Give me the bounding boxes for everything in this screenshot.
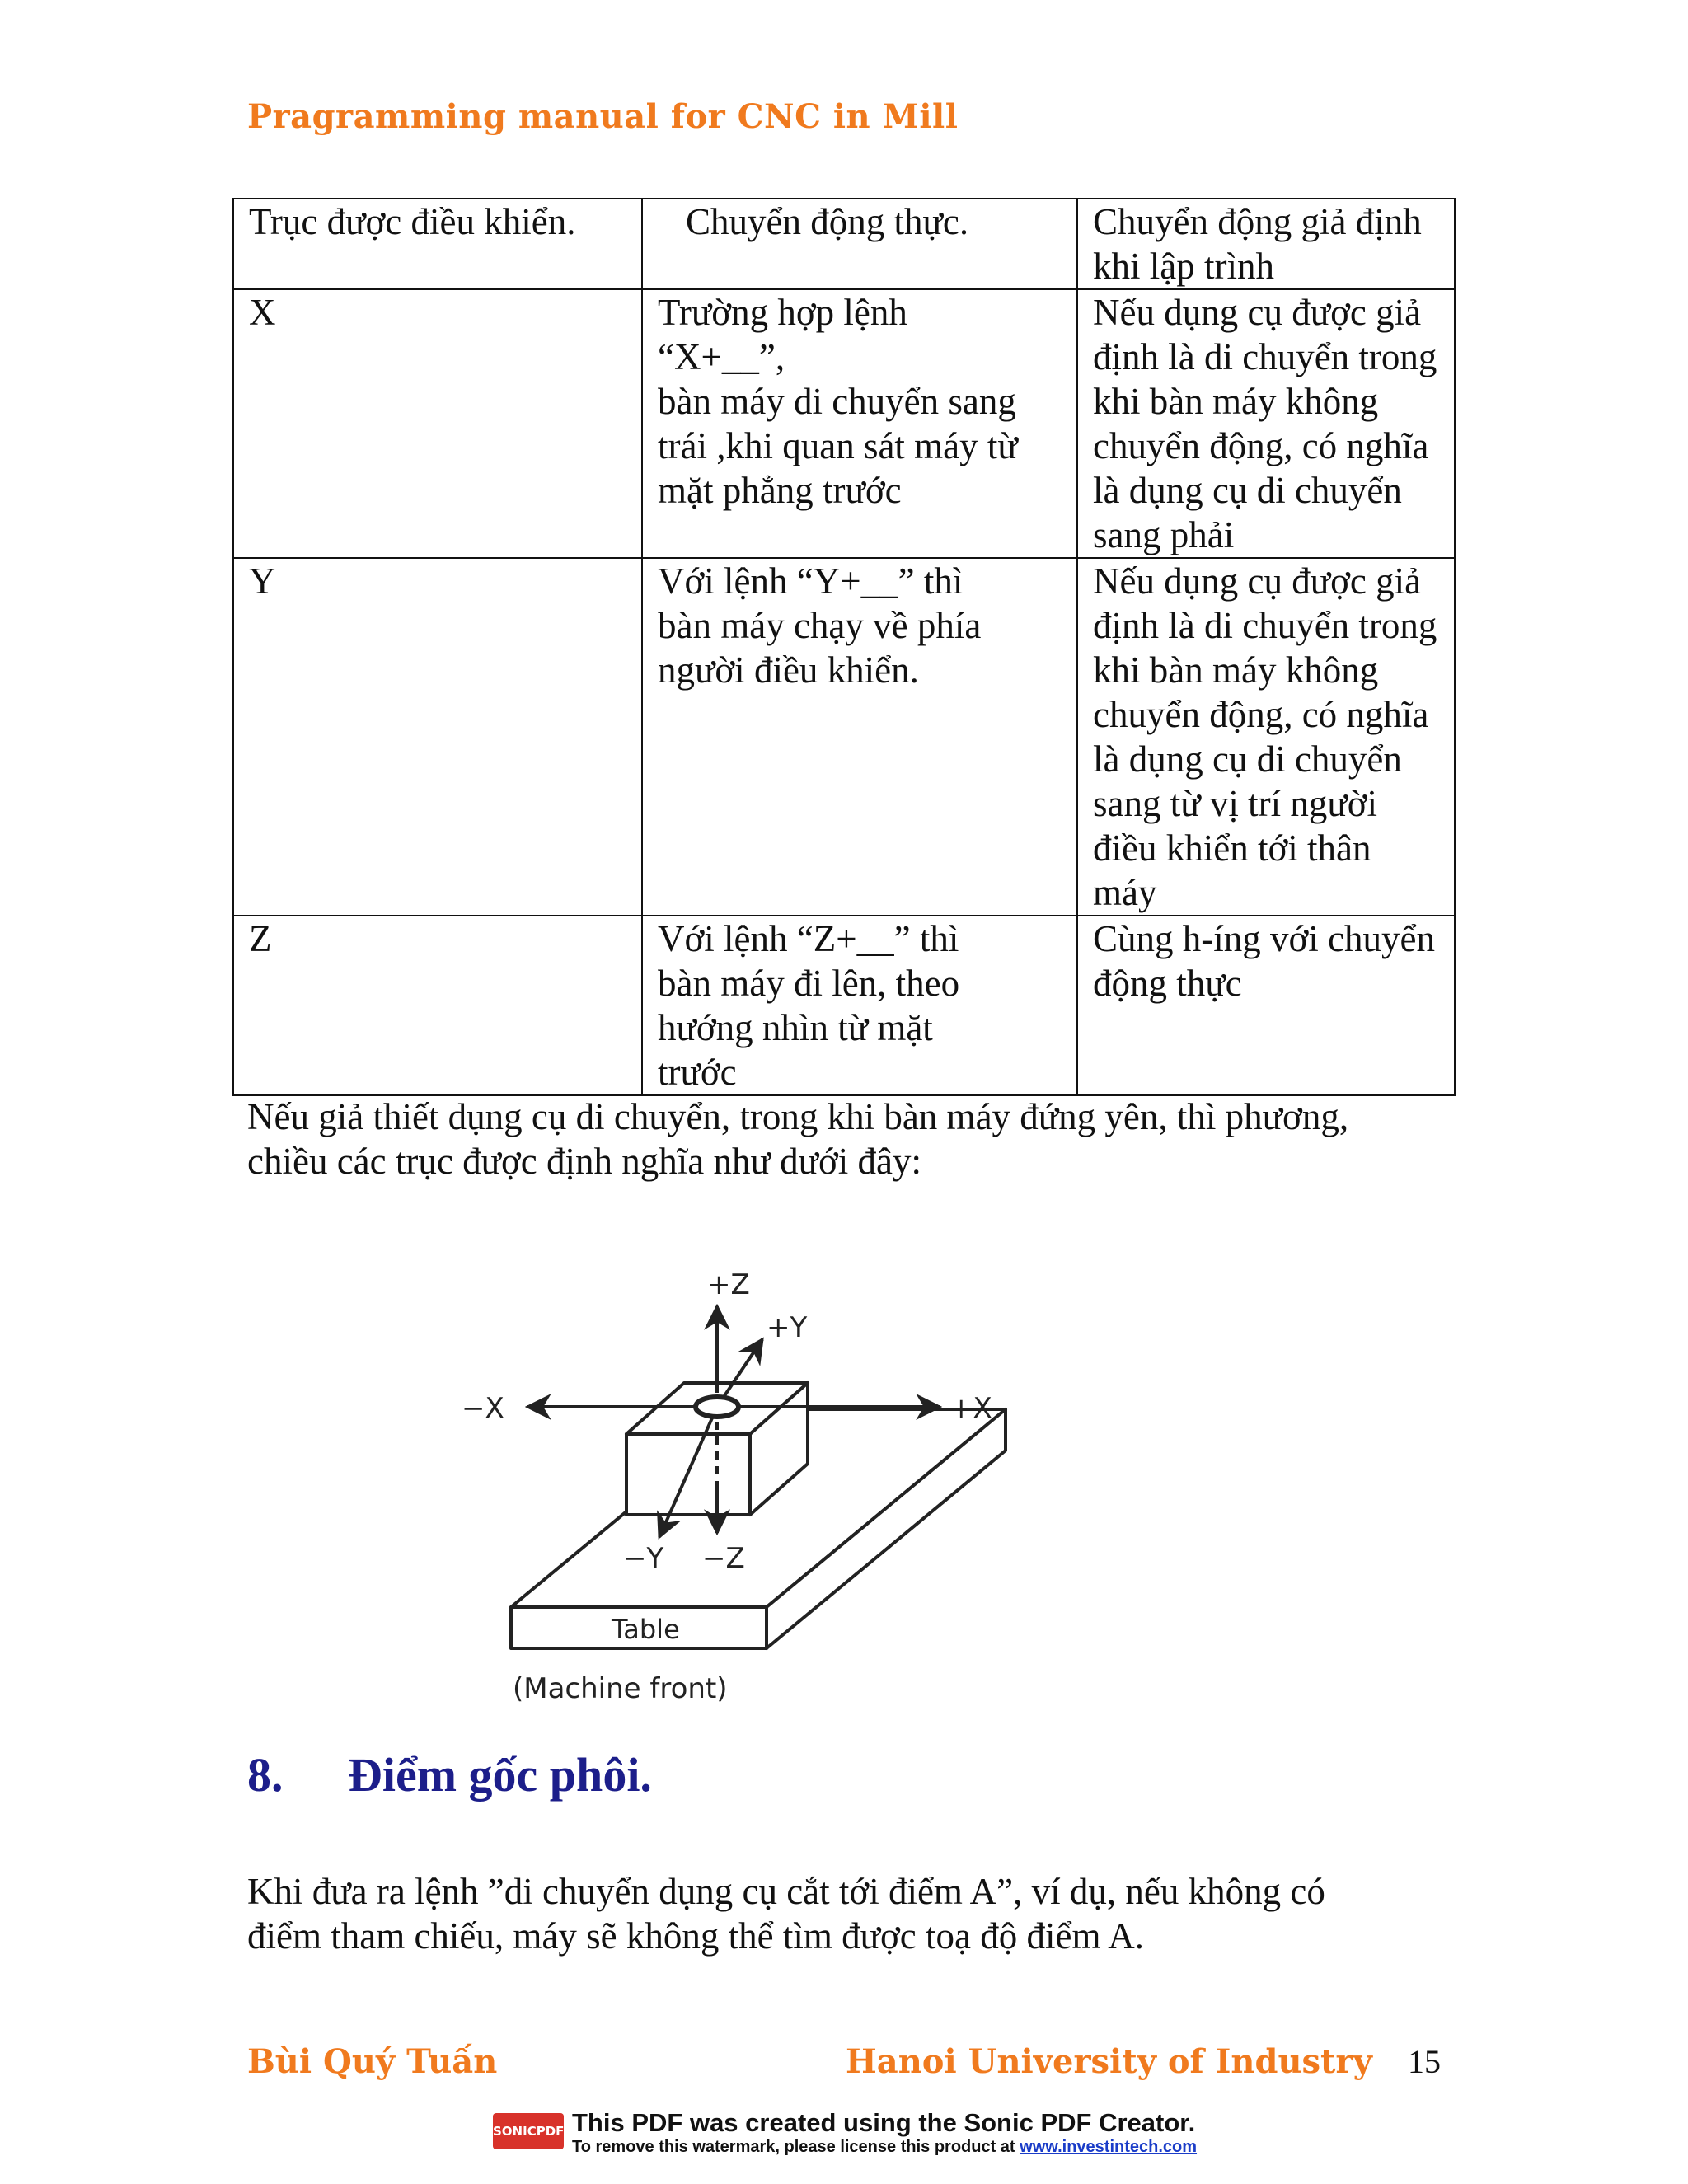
watermark-line1: This PDF was created using the Sonic PDF Creator.: [572, 2108, 1196, 2137]
actual-motion-cell: Với lệnh “Z+__” thì bàn máy đi lên, theo hướng nhìn từ mặt trước: [642, 916, 1077, 1095]
table-label: Table: [612, 1614, 680, 1645]
section-number: 8.: [247, 1748, 284, 1802]
paragraph-reference-point: Khi đưa ra lệnh ”di chuyển dụng cụ cắt tới điểm A”, ví dụ, nếu không có điểm tham chiếu, máy sẽ không thể tìm được toạ độ điểm A.: [247, 1871, 1325, 1957]
axis-cell: Z: [233, 916, 642, 1095]
minus-y-label: −Y: [623, 1542, 664, 1575]
actual-motion-cell: Trường hợp lệnh “X+__”, bàn máy di chuyển sang trái ,khi quan sát máy từ mặt phẳng trước: [642, 289, 1077, 558]
section-title: Điểm gốc phôi.: [348, 1748, 652, 1802]
axes-table: [232, 198, 1456, 1096]
axis-cell: Y: [233, 558, 642, 916]
spindle-hole: [696, 1397, 738, 1417]
section-heading: [247, 1747, 652, 1802]
table-header-row: [233, 199, 1455, 289]
header-axis: Trục được điều khiển.: [233, 199, 642, 289]
machine-front-caption: (Machine front): [513, 1672, 728, 1705]
assumed-motion-cell: Nếu dụng cụ được giả định là di chuyển trong khi bàn máy không chuyển động, có nghĩa là dụng cụ di chuyển sang từ vị trí người điều khiển tới thân máy: [1077, 558, 1455, 916]
footer-author: Bùi Quý Tuấn: [247, 2042, 498, 2081]
watermark-line2-text: To remove this watermark, please license this product at: [572, 2138, 1020, 2156]
minus-z-label: −Z: [702, 1542, 745, 1575]
assumed-motion-cell: Nếu dụng cụ được giả định là di chuyển trong khi bàn máy không chuyển động, có nghĩa là dụng cụ di chuyển sang phải: [1077, 289, 1455, 558]
header-assumed-motion: Chuyển động giả định khi lập trình: [1077, 199, 1455, 289]
assumed-motion-cell: Cùng h-íng với chuyển động thực: [1077, 916, 1455, 1095]
axis-cell: X: [233, 289, 642, 558]
page-number: 15: [1408, 2043, 1441, 2080]
sonic-pdf-logo: SONICPDF: [493, 2113, 564, 2149]
table-row: [233, 558, 1455, 916]
minus-x-label: −X: [462, 1392, 504, 1425]
header-title: Pragramming manual for CNC in Mill: [247, 97, 959, 136]
table-row: [233, 289, 1455, 558]
plus-x-label: +X: [950, 1392, 992, 1425]
table-row: [233, 916, 1455, 1095]
watermark: [493, 2108, 1202, 2158]
watermark-line2: [572, 2138, 1197, 2157]
actual-motion-cell: Với lệnh “Y+__” thì bàn máy chạy về phía người điều khiển.: [642, 558, 1077, 916]
footer-university: Hanoi University of Industry: [846, 2042, 1372, 2081]
plus-y-label: +Y: [767, 1311, 808, 1344]
paragraph-axis-definition: Nếu giả thiết dụng cụ di chuyển, trong khi bàn máy đứng yên, thì phương, chiều các trục được định nghĩa như dưới đây:: [247, 1096, 1349, 1182]
header-actual-motion: Chuyển động thực.: [642, 199, 1077, 289]
watermark-link[interactable]: www.investintech.com: [1020, 2138, 1198, 2156]
machine-axes-diagram: [462, 1261, 1203, 1706]
plus-z-label: +Z: [707, 1268, 750, 1301]
